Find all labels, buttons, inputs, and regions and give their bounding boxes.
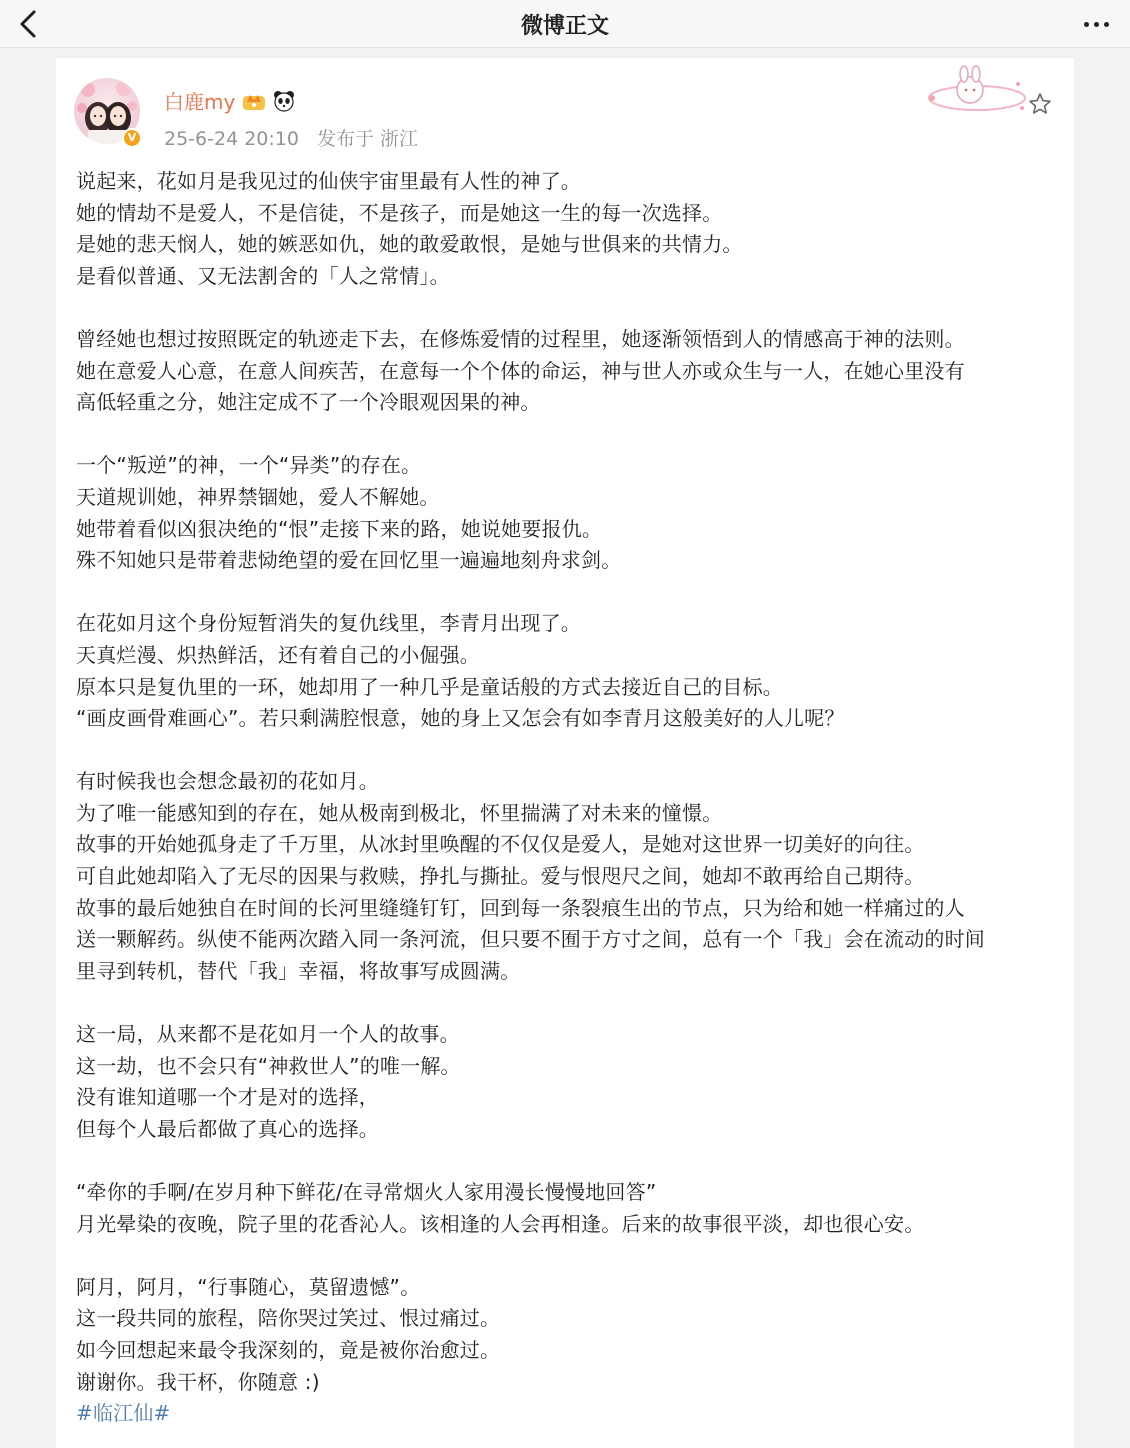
post-text-line: 说起来，花如月是我见过的仙侠宇宙里最有人性的神了。 <box>76 169 581 193</box>
post-text-line: 一个“叛逆”的神，一个“异类”的存在。 <box>76 453 422 478</box>
post-text-line: 她在意爱人心意，在意人间疾苦，在意每一个个体的命运，神与世人亦或众生与一人，在她心里没有 <box>76 358 965 383</box>
star-outline-icon <box>1028 92 1052 116</box>
post-text-line: 这一局，从来都不是花如月一个人的故事。 <box>76 1022 460 1047</box>
more-dots-icon <box>1084 22 1089 27</box>
post-text-line: 有时候我也会想念最初的花如月。 <box>76 769 379 794</box>
post-text-line: 天真烂漫、炽热鲜活，还有着自己的小倔强。 <box>76 642 480 667</box>
favorite-button[interactable] <box>1028 92 1052 116</box>
post-text-line: 曾经她也想过按照既定的轨迹走下去，在修炼爱情的过程里，她逐渐领悟到人的情感高于神的法则。 <box>76 326 965 351</box>
post-text-line: 殊不知她只是带着悲恸绝望的爱在回忆里一遍遍地刻舟求剑。 <box>76 548 622 573</box>
post-text-line: 她带着看似凶狠决绝的“恨”走接下来的路，她说她要报仇。 <box>76 516 603 541</box>
post-text-line: 这一段共同的旅程，陪你哭过笑过、恨过痛过。 <box>76 1306 501 1331</box>
paragraph-gap <box>76 735 1061 767</box>
post-location: 发布于 浙江 <box>317 128 419 150</box>
post-text-line: 但每个人最后都做了真心的选择。 <box>76 1116 379 1141</box>
post-text-line: “画皮画骨难画心”。若只剩满腔恨意，她的身上又怎会有如李青月这般美好的人儿呢？ <box>76 706 845 731</box>
verified-badge: V <box>122 128 142 148</box>
post-text-line: 是看似普通、又无法割舍的「人之常情」。 <box>76 263 450 288</box>
post-text-line: 里寻到转机，替代「我」幸福，将故事写成圆满。 <box>76 958 521 983</box>
post-text-line: 送一颗解药。纵使不能两次踏入同一条河流，但只要不囿于方寸之间，总有一个「我」会在流动的时间 <box>76 927 985 952</box>
hashtag-link[interactable]: #临江仙# <box>76 1401 171 1426</box>
panda-icon <box>273 90 295 112</box>
post-text-line: 高低轻重之分，她注定成不了一个冷眼观因果的神。 <box>76 390 541 415</box>
post-text-line: 可自此她却陷入了无尽的因果与救赎，挣扎与撕扯。爱与恨咫尺之间，她却不敢再给自己期待。 <box>76 864 925 889</box>
post-text-line: 月光晕染的夜晚，院子里的花香沁人。该相逢的人会再相逢。后来的故事很平淡，却也很心安。 <box>76 1211 925 1236</box>
post-text-line: 谢谢你。我干杯，你随意 :) <box>76 1369 320 1394</box>
crown-badge-icon <box>241 90 267 112</box>
paragraph-gap <box>76 292 1061 324</box>
post-text-line: 天道规训她，神界禁锢她，爱人不解她。 <box>76 484 440 509</box>
paragraph-gap <box>76 577 1061 609</box>
paragraph-gap <box>76 1145 1061 1177</box>
card-decoration-sticker <box>922 64 1032 120</box>
post-timestamp: 25-6-24 20:10 <box>164 128 299 150</box>
author-name[interactable] <box>164 86 295 115</box>
post-text-line: 没有谁知道哪一个才是对的选择， <box>76 1085 379 1110</box>
post-card <box>56 58 1074 1448</box>
paragraph-gap <box>76 419 1061 451</box>
post-body <box>76 166 1061 1430</box>
post-text-line: 这一劫，也不会只有“神救世人”的唯一解。 <box>76 1053 461 1078</box>
post-text-line: 在花如月这个身份短暂消失的复仇线里，李青月出现了。 <box>76 611 581 636</box>
post-text-line: “牵你的手啊/在岁月种下鲜花/在寻常烟火人家用漫长慢慢地回答” <box>76 1180 657 1204</box>
page-title: 微博正文 <box>520 14 609 39</box>
avatar[interactable] <box>74 78 140 144</box>
post-text-line: 是她的悲天悯人，她的嫉恶如仇，她的敢爱敢恨，是她与世俱来的共情力。 <box>76 232 743 257</box>
post-text-line: 故事的开始她孤身走了千万里，从冰封里唤醒的不仅仅是爱人，是她对这世界一切美好的向往。 <box>76 832 925 857</box>
post-meta <box>164 124 430 151</box>
post-text-line: 阿月，阿月，“行事随心，莫留遗憾”。 <box>76 1274 421 1299</box>
post-text-line: 为了唯一能感知到的存在，她从极南到极北，怀里揣满了对未来的憧憬。 <box>76 800 723 825</box>
author-name-text: 白鹿my <box>164 90 236 114</box>
hashtag-line <box>76 1398 1061 1430</box>
top-nav-bar <box>0 0 1130 48</box>
paragraph-gap <box>76 987 1061 1019</box>
post-text-line: 故事的最后她独自在时间的长河里缝缝钉钉，回到每一条裂痕生出的节点，只为给和她一样痛过的人 <box>76 895 965 920</box>
more-options-button[interactable] <box>1076 8 1116 40</box>
post-text-line: 原本只是复仇里的一环，她却用了一种几乎是童话般的方式去接近自己的目标。 <box>76 674 783 699</box>
post-text-line: 她的情劫不是爱人，不是信徒，不是孩子，而是她这一生的每一次选择。 <box>76 200 723 225</box>
post-text-line: 如今回想起来最令我深刻的，竟是被你治愈过。 <box>76 1337 501 1362</box>
paragraph-gap <box>76 1240 1061 1272</box>
